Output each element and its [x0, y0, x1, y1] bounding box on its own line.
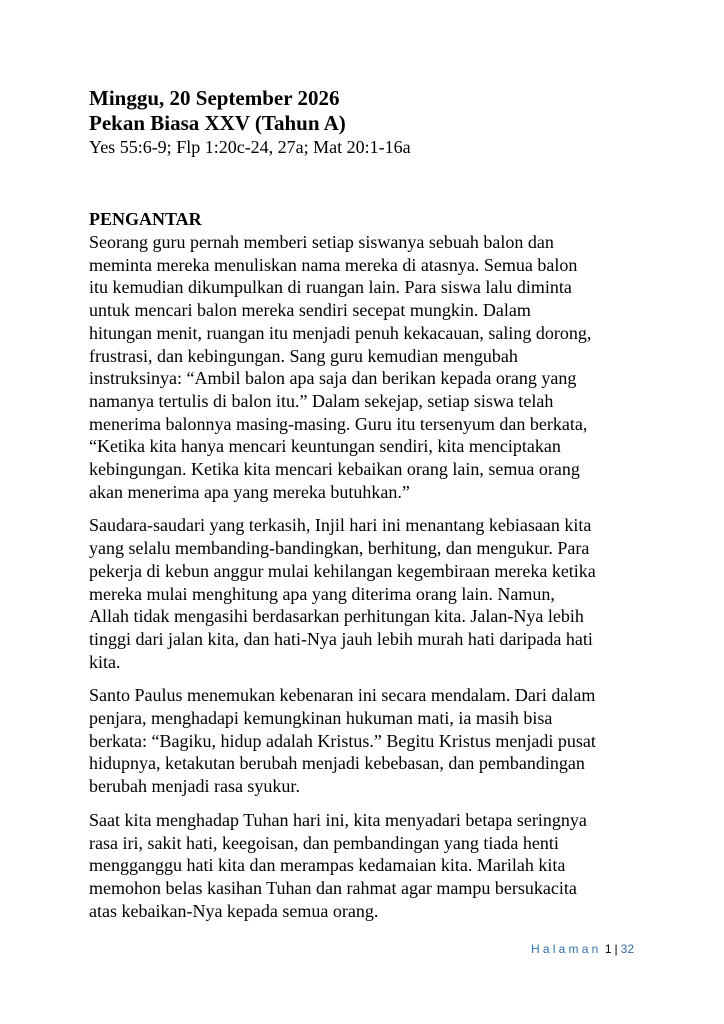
text-line: namanya tertulis di balon itu.” Dalam sekejap, setiap siswa telah [89, 390, 554, 411]
text-line: berubah menjadi rasa syukur. [89, 776, 300, 797]
paragraph-1 [89, 231, 649, 503]
liturgical-week-title: Pekan Biasa XXV (Tahun A) [89, 111, 346, 135]
text-line: itu kemudian dikumpulkan di ruangan lain. Para siswa lalu diminta [89, 277, 572, 298]
text-line: Allah tidak mengasihi berdasarkan perhitungan kita. Jalan-Nya lebih [89, 606, 584, 627]
text-line: yang selalu membanding-bandingkan, berhitung, dan mengukur. Para [89, 538, 590, 559]
text-line: mengganggu hati kita dan merampas kedamaian kita. Marilah kita [89, 855, 566, 876]
section-heading: PENGANTAR [89, 209, 202, 229]
text-line: frustrasi, dan kebingungan. Sang guru kemudian mengubah [89, 345, 518, 366]
text-line: hitungan menit, ruangan itu menjadi penuh kekacauan, saling dorong, [89, 322, 592, 343]
text-line: pekerja di kebun anggur mulai kehilangan kegembiraan mereka ketika [89, 560, 596, 581]
text-line: Saudara-saudari yang terkasih, Injil hari ini menantang kebiasaan kita [89, 515, 592, 536]
text-line: penjara, menghadapi kemungkinan hukuman mati, ia masih bisa [89, 708, 553, 729]
text-line: untuk mencari balon mereka sendiri secepat mungkin. Dalam [89, 300, 531, 321]
text-line: memohon belas kasihan Tuhan dan rahmat agar mampu bersukacita [89, 877, 577, 898]
paragraph-3 [89, 684, 649, 798]
text-line: Seorang guru pernah memberi setiap siswanya sebuah balon dan [89, 232, 554, 252]
text-line: “Ketika kita hanya mencari keuntungan sendiri, kita menciptakan [89, 436, 561, 457]
text-line: rasa iri, sakit hati, keegoisan, dan pembandingan yang tiada henti [89, 832, 559, 853]
text-line: tinggi dari jalan kita, dan hati-Nya jauh lebih murah hati daripada hati [89, 628, 593, 649]
text-line: berkata: “Bagiku, hidup adalah Kristus.” Begitu Kristus menjadi pusat [89, 730, 596, 751]
text-line: akan menerima apa yang mereka butuhkan.” [89, 481, 410, 502]
page-total: 32 [620, 942, 634, 956]
text-line: kebingungan. Ketika kita mencari kebaikan orang lain, semua orang [89, 459, 580, 480]
text-line: meminta mereka menuliskan nama mereka di atasnya. Semua balon [89, 254, 578, 275]
text-line: menerima balonnya masing-masing. Guru itu tersenyum dan berkata, [89, 413, 588, 434]
text-line: mereka mulai menghitung apa yang diterima orang lain. Namun, [89, 583, 555, 604]
page-label: Halaman [531, 942, 602, 956]
page-content [89, 86, 649, 922]
page-footer [531, 942, 634, 956]
page-number: 1 [604, 942, 612, 956]
date-title: Minggu, 20 September 2026 [89, 86, 340, 110]
text-line: Saat kita menghadap Tuhan hari ini, kita menyadari betapa seringnya [89, 809, 587, 830]
footer-separator: | [614, 942, 618, 956]
paragraph-2 [89, 514, 649, 673]
text-line: kita. [89, 651, 121, 672]
paragraph-4 [89, 809, 649, 923]
text-line: instruksinya: “Ambil balon apa saja dan berikan kepada orang yang [89, 368, 577, 389]
text-line: hidupnya, ketakutan berubah menjadi kebebasan, dan pembandingan [89, 753, 585, 774]
text-line: Santo Paulus menemukan kebenaran ini secara mendalam. Dari dalam [89, 685, 596, 706]
scripture-readings: Yes 55:6-9; Flp 1:20c-24, 27a; Mat 20:1-16a [89, 137, 411, 157]
text-line: atas kebaikan-Nya kepada semua orang. [89, 900, 379, 921]
